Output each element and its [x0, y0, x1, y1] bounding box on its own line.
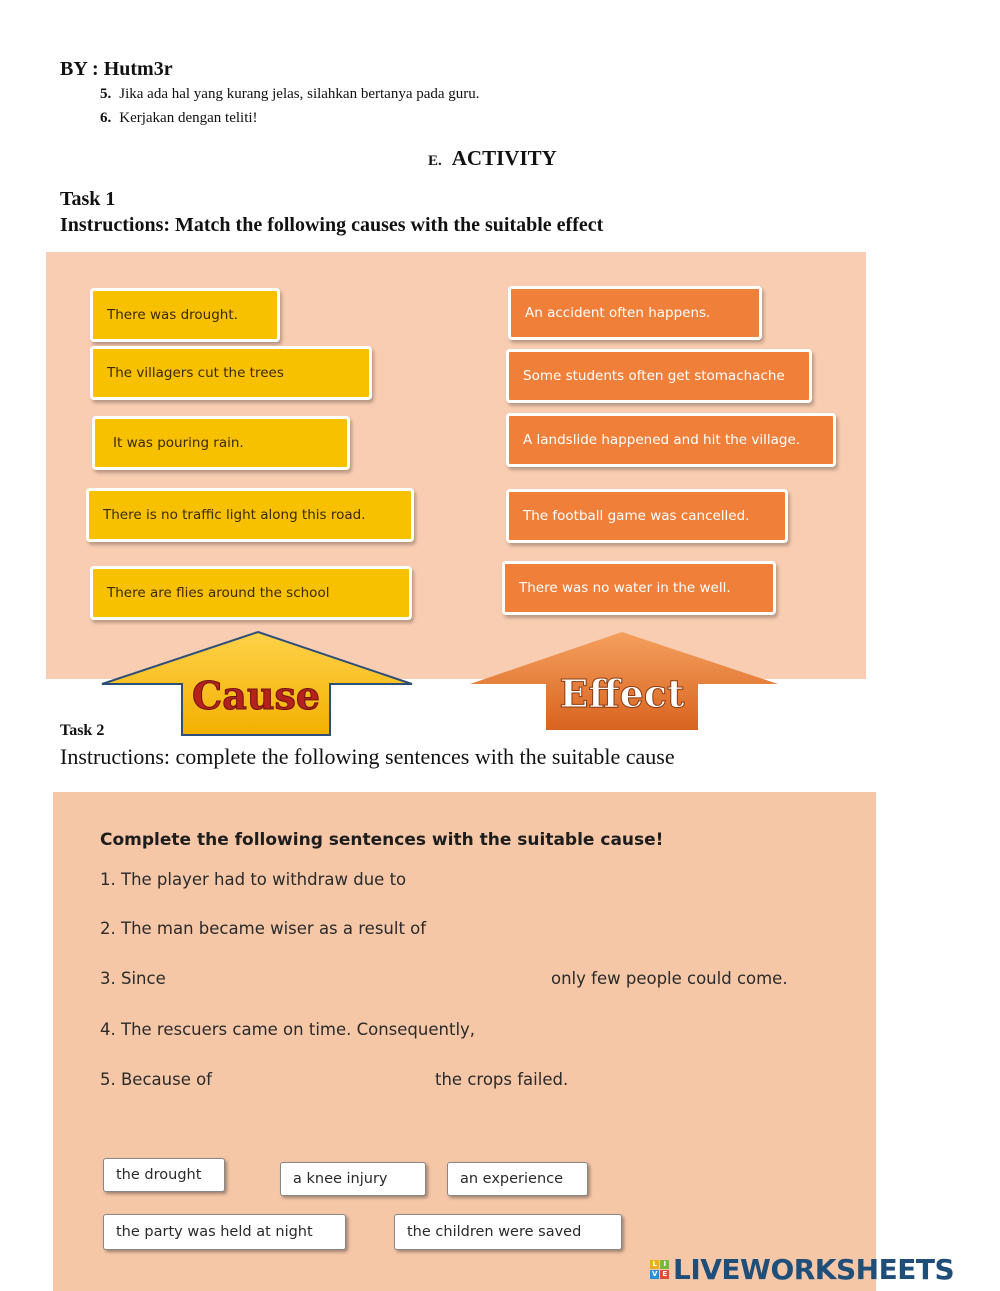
logo-letter: I: [660, 1260, 669, 1269]
section-letter: E.: [428, 153, 442, 169]
matching-panel: [46, 252, 866, 679]
task1-label: Task 1: [60, 188, 116, 210]
rule-text: Jika ada hal yang kurang jelas, silahkan bertanya pada guru.: [119, 86, 480, 102]
liveworksheets-logo: [650, 1253, 954, 1286]
logo-letter: E: [660, 1270, 669, 1279]
logo-grid-icon: [650, 1260, 669, 1279]
sentence-2: 2. The man became wiser as a result of: [100, 919, 427, 938]
logo-letter: V: [650, 1270, 659, 1279]
logo-text: LIVEWORKSHEETS: [673, 1253, 955, 1286]
sentence-1: 1. The player had to withdraw due to: [100, 870, 407, 889]
task2-instructions: Instructions: complete the following sentences with the suitable cause: [60, 744, 675, 769]
effect-card[interactable]: A landslide happened and hit the village.: [506, 413, 836, 467]
cause-card[interactable]: There was drought.: [90, 288, 280, 342]
effect-card[interactable]: An accident often happens.: [508, 286, 762, 340]
sentence-5: 5. Because of: [100, 1070, 212, 1089]
rule-item-6: [100, 110, 258, 127]
effect-card[interactable]: Some students often get stomachache: [506, 349, 812, 403]
completion-panel: [53, 792, 876, 1291]
sentence-3-tail: only few people could come.: [551, 969, 788, 988]
answer-option[interactable]: an experience: [447, 1162, 588, 1196]
sentence-4: 4. The rescuers came on time. Consequently,: [100, 1020, 476, 1039]
cause-card[interactable]: There is no traffic light along this road.: [86, 488, 414, 542]
section-title: ACTIVITY: [451, 146, 557, 170]
effect-card[interactable]: The football game was cancelled.: [506, 489, 788, 543]
cause-card[interactable]: It was pouring rain.: [92, 416, 350, 470]
effect-arrow-label: Effect: [559, 671, 685, 716]
cause-arrow-label: Cause: [191, 673, 321, 718]
section-heading: [428, 146, 557, 171]
rule-item-5: [100, 86, 480, 103]
cause-card[interactable]: There are flies around the school: [90, 566, 412, 620]
task2-label: Task 2: [60, 722, 105, 739]
rule-number: 5.: [100, 86, 112, 102]
logo-letter: L: [650, 1260, 659, 1269]
arrows-graphic: [0, 620, 1000, 745]
answer-option[interactable]: the children were saved: [394, 1214, 622, 1250]
answer-option[interactable]: the drought: [103, 1158, 225, 1192]
rule-text: Kerjakan dengan teliti!: [119, 110, 258, 126]
answer-option[interactable]: the party was held at night: [103, 1214, 346, 1250]
rule-number: 6.: [100, 110, 112, 126]
task1-instructions: Instructions: Match the following causes with the suitable effect: [60, 214, 604, 236]
panel-title: Complete the following sentences with the suitable cause!: [100, 830, 664, 850]
sentence-5-tail: the crops failed.: [435, 1070, 569, 1089]
author-byline: BY : Hutm3r: [60, 58, 173, 80]
cause-card[interactable]: The villagers cut the trees: [90, 346, 372, 400]
effect-card[interactable]: There was no water in the well.: [502, 561, 776, 615]
answer-option[interactable]: a knee injury: [280, 1162, 426, 1196]
sentence-3: 3. Since: [100, 969, 166, 988]
